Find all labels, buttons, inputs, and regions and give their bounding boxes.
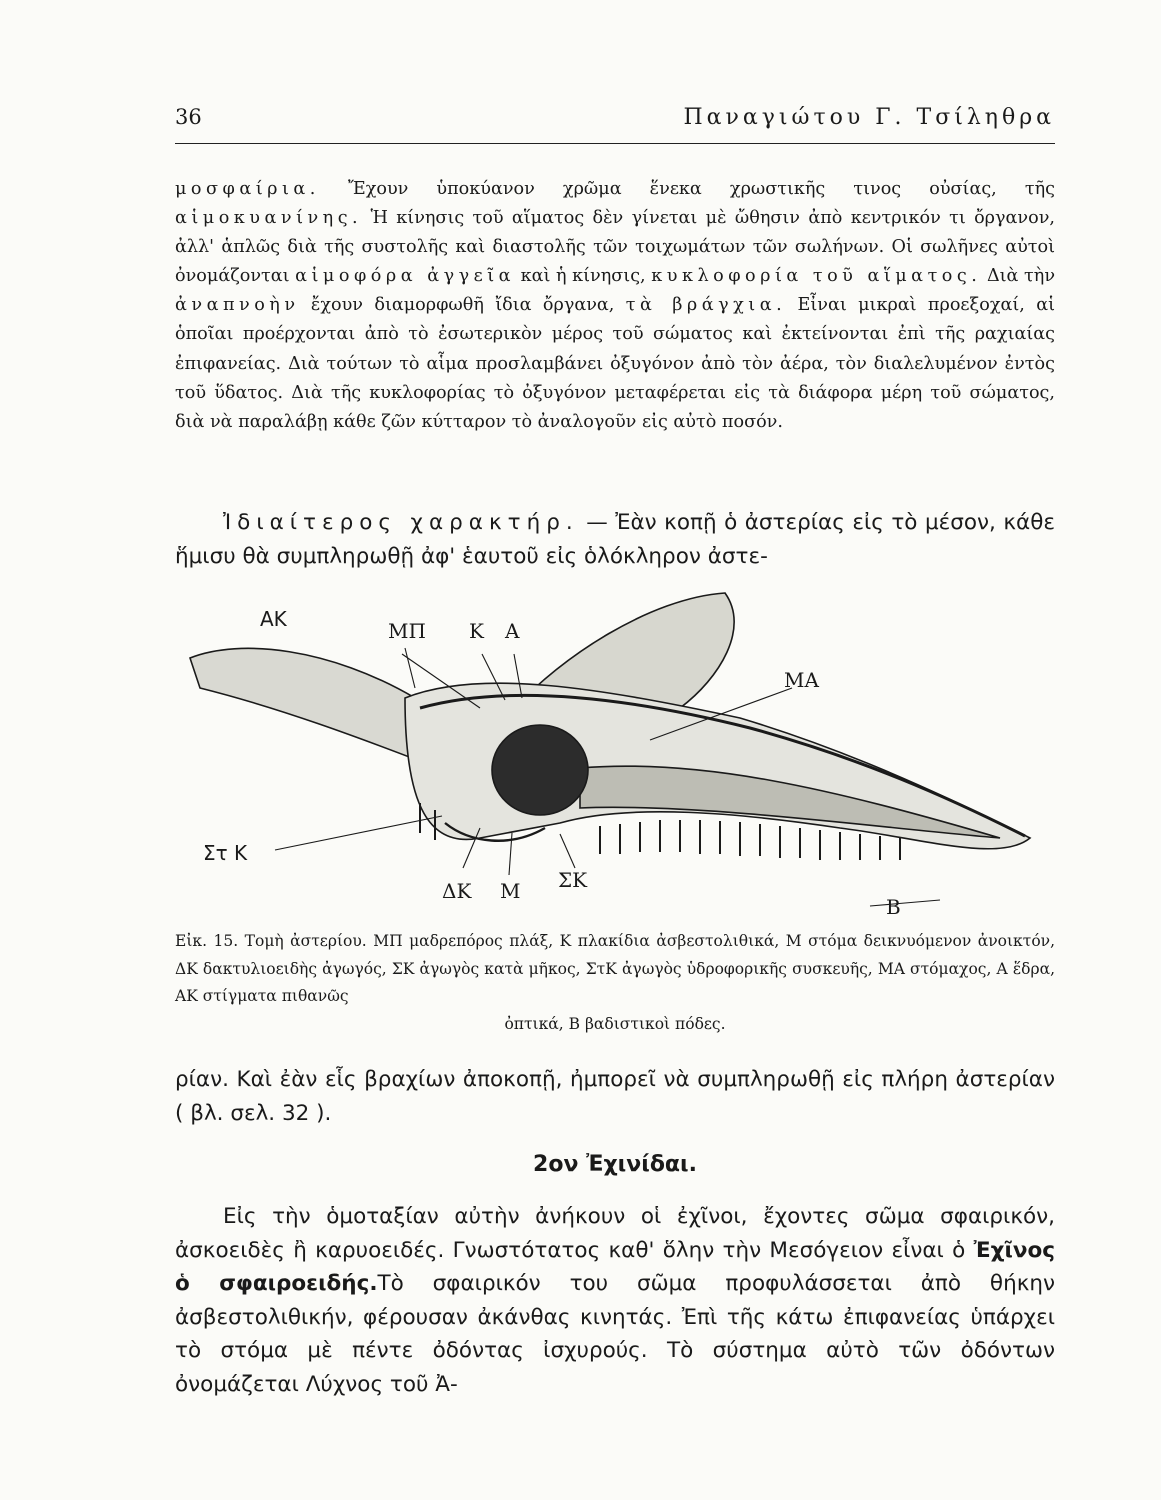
text-run: ρίαν. Καὶ ἐὰν εἷς βραχίων ἀποκοπῇ, ἠμπορεῖ νὰ συμπληρωθῇ εἰς πλήρη ἀστερίαν ( βλ. σελ. 32 ). bbox=[175, 1067, 1055, 1126]
term-circulation: κυκλοφορία τοῦ αἵματος. bbox=[651, 266, 982, 287]
paragraph-circulation bbox=[175, 175, 1055, 437]
paragraph-regeneration bbox=[175, 506, 1055, 573]
text-run: ἔχουν διαμορφωθῆ ἴδια ὄργανα, bbox=[299, 295, 626, 316]
section-heading: 2ον Ἐχινίδαι. bbox=[533, 1152, 697, 1177]
text-run: — Ἐὰν κοπῇ ὁ ἀστερίας εἰς τὸ μέσον, κάθε ἥμισυ θὰ συμπληρωθῇ ἀφ' ἑαυτοῦ εἰς ὁλόκληρον ἀστε- bbox=[175, 510, 1056, 569]
label-b: Β bbox=[886, 895, 901, 919]
label-a: Α bbox=[505, 619, 520, 643]
term-haemocyanin: αἱμοκυανίνης. bbox=[175, 208, 363, 229]
label-dk: ΔΚ bbox=[442, 879, 472, 903]
stomach bbox=[492, 725, 588, 815]
caption-line: Εἰκ. 15. Τομὴ ἀστερίου. ΜΠ μαδρεπόρος πλάξ, Κ πλακίδια ἀσβεστολιθικά, Μ στόμα δεικνυόμενον ἀνοικτόν, ΔΚ δακτυλιοειδὴς ἀγωγός, ΣΚ ἀγωγὸς κατὰ μῆκος, ΣτΚ ἀγωγὸς ὑδροφορικῆς συσκευῆς, ΜΑ στόμαχος, Α ἕδρα, ΑΚ στίγματα πιθανῶς bbox=[175, 932, 1055, 1005]
text-run: Εἶναι μικραὶ προεξοχαί, αἱ ὁποῖαι προέρχονται ἀπὸ τὸ ἐσωτερικὸν μέρος τοῦ σώματος καὶ ἐκτείνονται ἐπὶ τῆς ραχιαίας ἐπιφανείας. Διὰ τούτων τὸ αἷμα προσλαμβάνει ὀξυγόνον ἀπὸ τὸν ἀέρα, τὸν διαλελυμένον ἐντὸς τοῦ ὕδατος. Διὰ τῆς κυκλοφορίας τὸ ὀξυγόνον μεταφέρεται εἰς τὰ διάφορα μέρη τοῦ σώματος, διὰ νὰ παραλάβῃ κάθε ζῶν κύτταρον τὸ ἀναλογοῦν εἰς αὐτὸ ποσόν. bbox=[175, 295, 1055, 432]
term-special-character: Ἰδιαίτερος χαρακτήρ. bbox=[223, 510, 579, 535]
text-run: Διὰ τὴν bbox=[981, 266, 1056, 287]
running-head: Παναγιώτου Γ. Τσίληθρα bbox=[683, 105, 1055, 130]
text-run: Ἡ κίνησις τοῦ αἵματος δὲν γίνεται μὲ ὤθησιν ἀπὸ κεντρικόν τι ὄργανον, ἀλλ' ἁπλῶς διὰ τῆς συστολῆς καὶ διαστολῆς τῶν τοιχωμάτων τῶν σωλήνων. Οἱ σωλῆνες αὐτοὶ ὀνομάζονται bbox=[175, 208, 1055, 287]
paragraph-regeneration-cont bbox=[175, 1063, 1055, 1130]
label-k: Κ bbox=[469, 619, 484, 643]
term-respiration: ἀναπνοὴν bbox=[175, 295, 300, 316]
text-run: Τὸ σφαιρικόν του σῶμα προφυλάσσεται ἀπὸ θήκην ἀσβεστολιθικήν, φέρουσαν ἀκάνθας κινητάς. Ἐπὶ τῆς κάτω ἐπιφανείας ὑπάρχει τὸ στόμα μὲ πέντε ὀδόντας ἰσχυρούς. Τὸ σύστημα αὐτὸ τῶν ὀδόντων ὀνομάζεται Λύχνος τοῦ Ἀ- bbox=[175, 1271, 1055, 1397]
caption-line-last: ὀπτικά, Β βαδιστικοὶ πόδες. bbox=[504, 1014, 726, 1033]
left-arm-outline bbox=[190, 648, 425, 763]
text-run: Εἰς τὴν ὁμοταξίαν αὐτὴν ἀνήκουν οἱ ἐχῖνοι, ἔχοντες σῶμα σφαιρικόν, ἀσκοειδὲς ἢ καρυοειδές. Γνωστότατος καθ' ὅλην τὴν Μεσόγειον εἶναι ὁ bbox=[175, 1204, 1055, 1263]
label-sk: ΣΚ bbox=[558, 868, 588, 892]
term-mosphairia: μοσφαίρια. bbox=[175, 179, 320, 199]
label-m: Μ bbox=[500, 879, 521, 903]
figure-caption bbox=[175, 928, 1055, 1038]
label-stk: Στ Κ bbox=[203, 841, 248, 865]
page-number: 36 bbox=[175, 105, 202, 129]
label-ma: ΜΑ bbox=[784, 668, 819, 692]
starfish-section-figure bbox=[180, 588, 1060, 923]
label-mp: ΜΠ bbox=[388, 619, 426, 643]
page-header bbox=[175, 103, 1055, 144]
term-gills: τὰ βράγχια. bbox=[625, 295, 787, 316]
text-run: Ἔχουν ὑποκύανον χρῶμα ἕνεκα χρωστικῆς τινος οὐσίας, τῆς bbox=[319, 179, 1055, 199]
text-run: καὶ ἡ κίνησις, bbox=[515, 266, 652, 287]
label-ak: ΑΚ bbox=[260, 607, 287, 631]
paragraph-echinoids bbox=[175, 1200, 1055, 1401]
term-blood-vessels: αἱμοφόρα ἀγγεῖα bbox=[295, 266, 516, 287]
term-echinus: Ἐχῖνος ὁ σφαιροειδής. bbox=[175, 1237, 1055, 1296]
